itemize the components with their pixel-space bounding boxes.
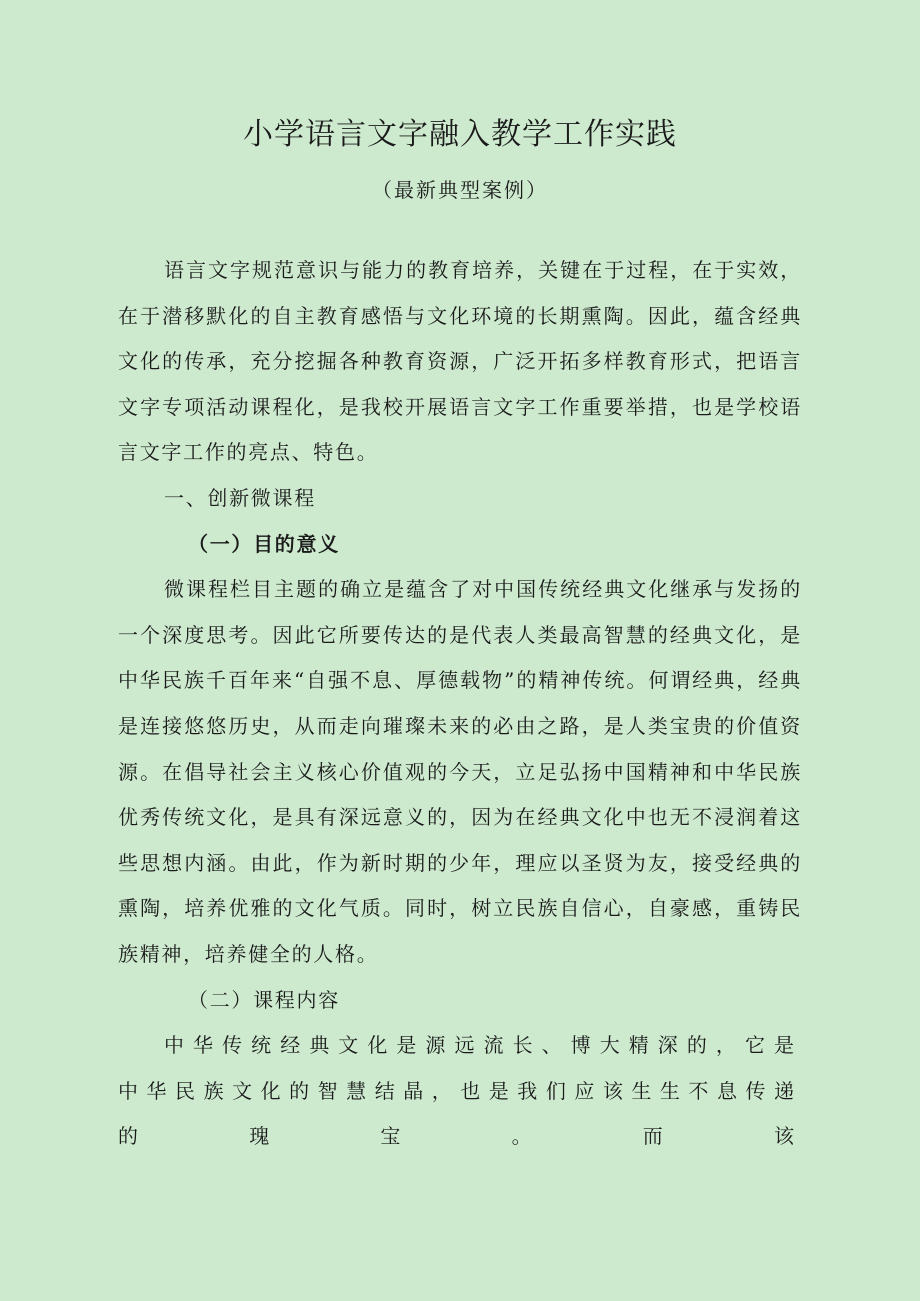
subsection-heading: （一）目的意义	[188, 531, 340, 556]
paragraph-intro: 语言文字规范意识与能力的教育培养，关键在于过程，在于实效，在于潜移默化的自主教育感悟与文化环境的长期熏陶。因此，蕴含经典文化的传承，充分挖掘各种教育资源，广泛开拓多样教育形式，把语言文字专项活动课程化，是我校开展语言文字工作重要举措，也是学校语言文字工作的亮点、特色。	[118, 258, 802, 465]
document-title: 小学语言文字融入教学工作实践	[243, 117, 677, 152]
document-page	[118, 0, 802, 1301]
document-body	[118, 248, 802, 1160]
subsection-heading: （二）课程内容	[188, 987, 340, 1012]
paragraph-purpose: 微课程栏目主题的确立是蕴含了对中国传统经典文化继承与发扬的一个深度思考。因此它所要传达的是代表人类最高智慧的经典文化，是中华民族千百年来“自强不息、厚德载物”的精神传统。何谓经典，经典是连接悠悠历史，从而走向璀璨未来的必由之路，是人类宝贵的价值资源。在倡导社会主义核心价值观的今天，立足弘扬中国精神和中华民族优秀传统文化，是具有深远意义的，因为在经典文化中也无不浸润着这些思想内涵。由此，作为新时期的少年，理应以圣贤为友，接受经典的熏陶，培养优雅的文化气质。同时，树立民族自信心，自豪感，重铸民族精神，培养健全的人格。	[118, 577, 802, 966]
paragraph-content: 中华传统经典文化是源远流长、博大精深的，它是中华民族文化的智慧结晶，也是我们应该生生不息传递的瑰宝。而该	[118, 1033, 802, 1149]
section-heading: 一、创新微课程	[164, 485, 316, 510]
document-subtitle: （最新典型案例）	[372, 178, 548, 202]
